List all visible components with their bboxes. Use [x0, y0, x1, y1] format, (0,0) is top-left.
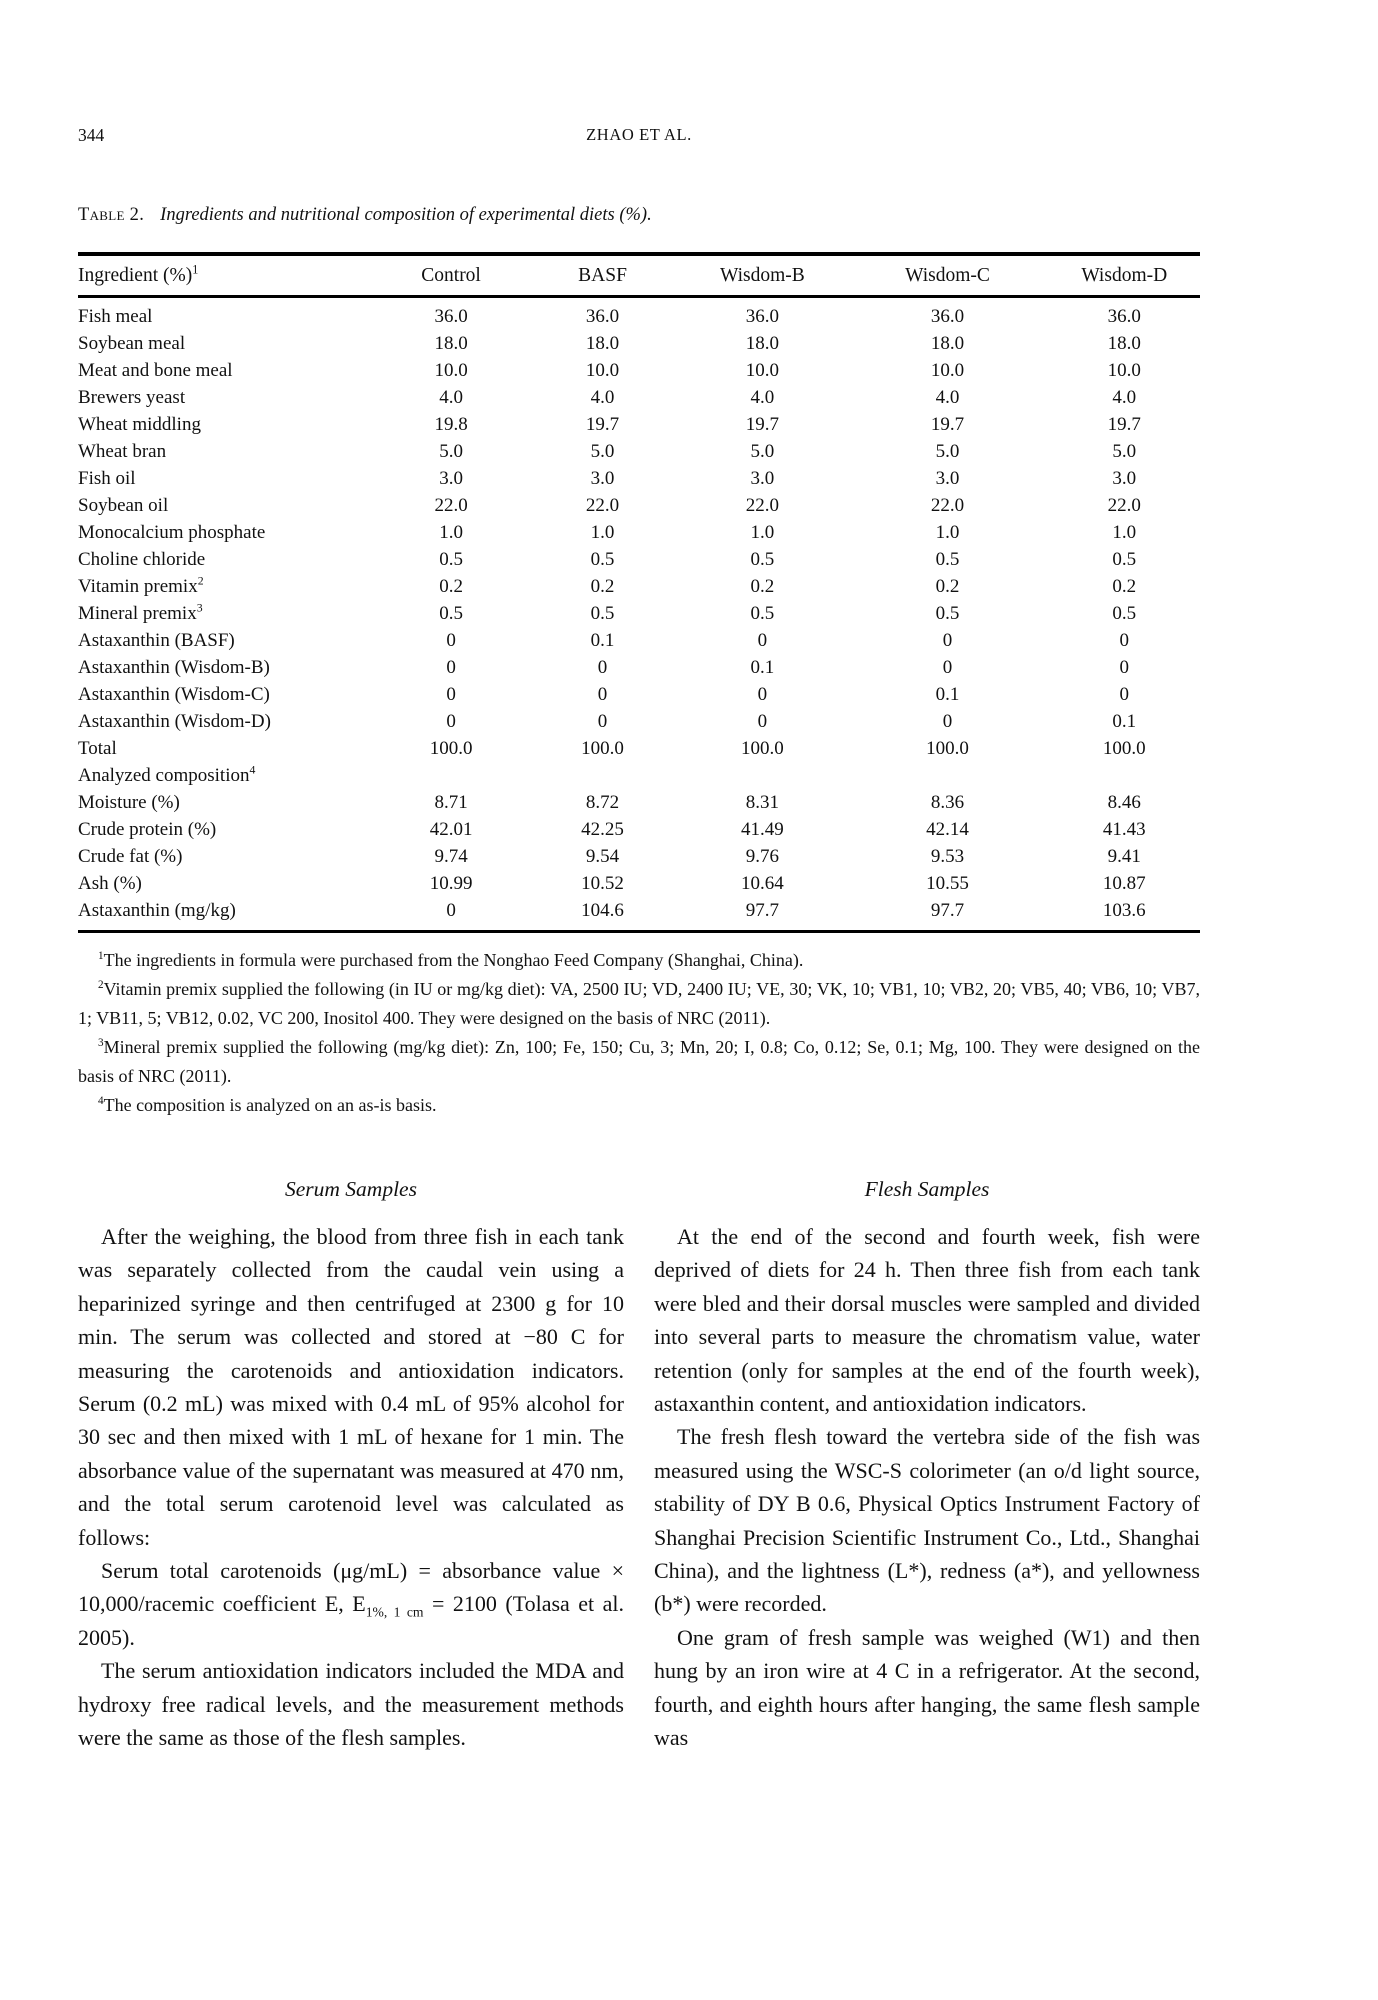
- value-cell: 100.0: [926, 738, 969, 759]
- value-cell: 9.54: [585, 846, 620, 867]
- ingredient-cell: Vitamin premix$^2$: [78, 574, 204, 597]
- value-cell: 5.0: [935, 441, 960, 462]
- value-cell: 10.99: [429, 873, 473, 894]
- table-row: [78, 297, 1200, 331]
- value-cell: 0: [757, 684, 768, 705]
- paragraph: The fresh flesh toward the vertebra side of the fish was measured using the WSC-S colorimeter (an o/d light source, stability of DY B 0.6, Physical Optics Instrument Factory of Shanghai Precision Scientific Instrument Co., Ltd., Shanghai China), and the lightness (L*), redness (a*), and yellowness (b*) were recorded.: [654, 1424, 1200, 1617]
- value-cell: 41.43: [1102, 819, 1146, 840]
- footnote-2: [78, 975, 1200, 1033]
- value-cell: 0.5: [1112, 549, 1137, 570]
- table-row: [78, 681, 1200, 708]
- column-header-wisdom-c: Wisdom-C: [847, 254, 1049, 297]
- value-cell: 0.2: [590, 576, 615, 597]
- value-cell: 1.0: [590, 522, 615, 543]
- section-heading-serum-samples: Serum Samples: [285, 1177, 417, 1201]
- value-cell: 8.46: [1107, 792, 1141, 813]
- value-cell: [678, 762, 846, 789]
- value-cell: 10.87: [1102, 873, 1146, 894]
- column-header-basf: BASF: [527, 254, 678, 297]
- footnote-4: [78, 1091, 1200, 1120]
- value-cell: 22.0: [1107, 495, 1141, 516]
- value-cell: 3.0: [439, 468, 463, 489]
- value-cell: 1.0: [1112, 522, 1137, 543]
- paragraph: One gram of fresh sample was weighed (W1) and then hung by an iron wire at 4 C in a refrigerator. At the second, fourth, and eighth hours after hanging, the same flesh sample was: [654, 1624, 1200, 1751]
- value-cell: 0: [446, 657, 456, 678]
- ingredient-cell: Choline chloride: [78, 549, 206, 570]
- value-cell: 18.0: [930, 333, 965, 354]
- value-cell: 22.0: [745, 495, 780, 516]
- value-cell: 0.2: [1112, 576, 1137, 597]
- table-row: [78, 546, 1200, 573]
- footnote-marker: 1: [98, 950, 104, 962]
- ingredient-cell: Soybean meal: [78, 333, 186, 354]
- table-row: [78, 519, 1200, 546]
- value-cell: 5.0: [750, 441, 775, 462]
- table-caption-label: Table 2.: [78, 205, 145, 225]
- value-cell: 19.7: [930, 414, 965, 435]
- table-header-row: [78, 254, 1200, 297]
- value-cell: 0.1: [1112, 711, 1137, 732]
- value-cell: [527, 762, 678, 789]
- value-cell: 4.0: [1112, 387, 1137, 408]
- value-cell: 42.25: [581, 819, 624, 840]
- table-row: [78, 357, 1200, 384]
- value-cell: 9.53: [930, 846, 965, 867]
- value-cell: 4.0: [590, 387, 615, 408]
- value-cell: 8.72: [585, 792, 620, 813]
- value-cell: 0: [757, 630, 768, 651]
- value-cell: 9.41: [1107, 846, 1141, 867]
- value-cell: 0.5: [750, 603, 775, 624]
- table-row: [78, 897, 1200, 932]
- value-cell: [1049, 762, 1200, 789]
- ingredient-cell: Crude protein (%): [78, 819, 217, 840]
- value-cell: 0: [942, 657, 953, 678]
- table-row: [78, 411, 1200, 438]
- two-column-body: [78, 1176, 1200, 1755]
- value-cell: 1.0: [935, 522, 960, 543]
- footnote-3: [78, 1033, 1200, 1091]
- value-cell: 0.5: [935, 549, 960, 570]
- value-cell: 0.2: [935, 576, 960, 597]
- value-cell: 0.5: [1112, 603, 1137, 624]
- diet-composition-table: [78, 252, 1200, 933]
- ingredient-cell: Wheat bran: [78, 441, 167, 462]
- table-row: [78, 870, 1200, 897]
- diet-table-body: [78, 297, 1200, 932]
- table-row: [78, 816, 1200, 843]
- footnote-marker: 4: [249, 763, 256, 777]
- footnote-marker: 3: [98, 1037, 104, 1049]
- footnote-text: Vitamin premix supplied the following (in IU or mg/kg diet): VA, 2500 IU; VD, 2400 IU; VE, 30; VK, 10; VB1, 10; VB2, 20; VB5, 40; VB6, 10; VB7, 1; VB11, 5; VB12, 0.02, VC 200, Inositol 400. They were designed on the basis of NRC (2011).: [78, 979, 1200, 1028]
- table-row: [78, 627, 1200, 654]
- column-header-ingredient: [78, 254, 375, 297]
- value-cell: 0.1: [750, 657, 775, 678]
- table-row: [78, 654, 1200, 681]
- footnote-text: The composition is analyzed on an as-is basis.: [103, 1095, 437, 1115]
- value-cell: 10.0: [930, 360, 965, 381]
- ingredient-cell: Crude fat (%): [78, 846, 183, 867]
- ingredient-cell: Fish meal: [78, 306, 153, 327]
- paragraph: The serum antioxidation indicators included the MDA and hydroxy free radical levels, and the measurement methods were the same as those of the flesh samples.: [78, 1658, 624, 1751]
- table-row: [78, 492, 1200, 519]
- table-row: [78, 735, 1200, 762]
- ingredient-cell: Astaxanthin (Wisdom-D): [78, 711, 271, 732]
- ingredient-cell: Astaxanthin (mg/kg): [78, 900, 236, 921]
- value-cell: 0.5: [439, 603, 463, 624]
- ingredient-cell: Moisture (%): [78, 792, 180, 813]
- value-cell: 42.14: [926, 819, 969, 840]
- value-cell: 18.0: [434, 333, 468, 354]
- footnote-marker: 3: [196, 601, 203, 615]
- table-row: [78, 708, 1200, 735]
- value-cell: 0.5: [439, 549, 463, 570]
- table-row: [78, 438, 1200, 465]
- value-cell: 10.0: [1107, 360, 1141, 381]
- value-cell: 9.74: [434, 846, 468, 867]
- value-cell: 36.0: [585, 306, 620, 327]
- page-number: 344: [78, 125, 105, 145]
- value-cell: 3.0: [590, 468, 615, 489]
- paragraph: At the end of the second and fourth week, fish were deprived of diets for 24 h. Then three fish from each tank were bled and their dorsal muscles were sampled and divided into several parts to measure the chromatism value, water retention (only for samples at the end of the fourth week), astaxanthin content, and antioxidation indicators.: [654, 1224, 1200, 1417]
- value-cell: 22.0: [434, 495, 468, 516]
- value-cell: 0.5: [935, 603, 960, 624]
- value-cell: 4.0: [439, 387, 463, 408]
- value-cell: 0.2: [439, 576, 463, 597]
- value-cell: 10.0: [745, 360, 780, 381]
- table-row: [78, 384, 1200, 411]
- value-cell: 8.71: [434, 792, 468, 813]
- column-header-wisdom-d: Wisdom-D: [1049, 254, 1200, 297]
- section-heading-flesh-samples: Flesh Samples: [864, 1177, 990, 1201]
- value-cell: 0: [446, 684, 456, 705]
- value-cell: 0: [446, 900, 456, 921]
- value-cell: 19.7: [585, 414, 620, 435]
- ingredient-cell: Monocalcium phosphate: [78, 522, 266, 543]
- value-cell: 1.0: [750, 522, 775, 543]
- ingredient-cell: Astaxanthin (Wisdom-C): [78, 684, 270, 705]
- value-cell: [847, 762, 1049, 789]
- value-cell: 10.55: [926, 873, 969, 894]
- value-cell: 100.0: [1102, 738, 1146, 759]
- value-cell: 0.1: [590, 630, 615, 651]
- value-cell: 19.7: [1107, 414, 1141, 435]
- value-cell: 36.0: [930, 306, 965, 327]
- ingredient-cell: Soybean oil: [78, 495, 169, 516]
- value-cell: [375, 762, 526, 789]
- value-cell: 0: [597, 657, 608, 678]
- value-cell: 22.0: [585, 495, 620, 516]
- table-row: [78, 843, 1200, 870]
- value-cell: 18.0: [585, 333, 620, 354]
- value-cell: 100.0: [581, 738, 624, 759]
- table-row: [78, 465, 1200, 492]
- footnote-marker: 1: [192, 262, 199, 277]
- value-cell: 36.0: [745, 306, 780, 327]
- table-caption: [78, 205, 1200, 226]
- value-cell: 42.01: [429, 819, 473, 840]
- formula-text: = 2100 (Tolasa et al. 2005).: [78, 1591, 625, 1650]
- table-row: [78, 573, 1200, 600]
- table-row: [78, 789, 1200, 816]
- value-cell: 97.7: [930, 900, 965, 921]
- ingredient-cell: Wheat middling: [78, 414, 201, 435]
- value-cell: 0: [757, 711, 768, 732]
- value-cell: 41.49: [741, 819, 784, 840]
- value-cell: 5.0: [590, 441, 615, 462]
- value-cell: 4.0: [935, 387, 960, 408]
- value-cell: 8.36: [930, 792, 965, 813]
- value-cell: 0.1: [935, 684, 960, 705]
- column-header-ingredient-label: Ingredient (%): [78, 265, 193, 286]
- ingredient-cell: Fish oil: [78, 468, 136, 489]
- ingredient-cell: Meat and bone meal: [78, 360, 233, 381]
- column-flesh-samples: [654, 1176, 1200, 1755]
- ingredient-cell: Total: [78, 738, 117, 759]
- value-cell: 18.0: [1107, 333, 1141, 354]
- table-row: [78, 330, 1200, 357]
- value-cell: 0: [942, 630, 953, 651]
- value-cell: 0.5: [750, 549, 775, 570]
- table-row: [78, 600, 1200, 627]
- ingredient-cell: Mineral premix$^3$: [78, 601, 203, 624]
- ingredient-cell: Ash (%): [78, 873, 142, 894]
- value-cell: 0: [942, 711, 953, 732]
- value-cell: 100.0: [429, 738, 473, 759]
- footnote-marker: 2: [98, 979, 104, 991]
- value-cell: 0: [597, 711, 608, 732]
- ingredient-cell: Astaxanthin (BASF): [78, 630, 235, 651]
- value-cell: 18.0: [745, 333, 780, 354]
- running-head-title: ZHAO ET AL.: [586, 125, 692, 144]
- value-cell: 0: [1119, 684, 1129, 705]
- value-cell: 4.0: [750, 387, 775, 408]
- paragraph: After the weighing, the blood from three fish in each tank was separately collected from the caudal vein using a heparinized syringe and then centrifuged at 2300 g for 10 min. The serum was collected and stored at −80 C for measuring the carotenoids and antioxidation indicators. Serum (0.2 mL) was mixed with 0.4 mL of 95% alcohol for 30 sec and then mixed with 1 mL of hexane for 1 min. The absorbance value of the supernatant was measured at 470 nm, and the total serum carotenoid level was calculated as follows:: [78, 1224, 624, 1550]
- value-cell: 3.0: [1112, 468, 1137, 489]
- table-row: [78, 762, 1200, 789]
- table-footnotes: [78, 946, 1200, 1120]
- column-header-wisdom-b: Wisdom-B: [678, 254, 846, 297]
- ingredient-cell: Astaxanthin (Wisdom-B): [78, 657, 270, 678]
- footnote-marker: 4: [98, 1095, 104, 1107]
- value-cell: 104.6: [581, 900, 624, 921]
- value-cell: 5.0: [1112, 441, 1137, 462]
- value-cell: 0: [446, 630, 456, 651]
- value-cell: 22.0: [930, 495, 965, 516]
- value-cell: 10.0: [585, 360, 620, 381]
- footnote-text: Mineral premix supplied the following (mg/kg diet): Zn, 100; Fe, 150; Cu, 3; Mn, 20; I, 0.8; Co, 0.12; Se, 0.1; Mg, 100. They were designed on the basis of NRC (2011).: [78, 1037, 1200, 1086]
- value-cell: 3.0: [750, 468, 775, 489]
- value-cell: 100.0: [741, 738, 784, 759]
- value-cell: 0.5: [590, 603, 615, 624]
- value-cell: 0: [1119, 657, 1129, 678]
- column-header-control: Control: [375, 254, 526, 297]
- column-serum-samples: [78, 1176, 624, 1755]
- value-cell: 0: [597, 684, 608, 705]
- value-cell: 8.31: [745, 792, 780, 813]
- ingredient-cell: Analyzed composition$^4$: [78, 763, 256, 786]
- value-cell: 10.52: [581, 873, 624, 894]
- value-cell: 19.8: [434, 414, 468, 435]
- value-cell: 36.0: [434, 306, 468, 327]
- value-cell: 5.0: [439, 441, 463, 462]
- formula-subscript: 1%, 1 cm: [365, 1604, 424, 1620]
- value-cell: 36.0: [1107, 306, 1141, 327]
- running-head: [78, 125, 1200, 147]
- value-cell: 0: [446, 711, 456, 732]
- value-cell: 0.2: [750, 576, 775, 597]
- footnote-1: [78, 946, 1200, 975]
- value-cell: 10.0: [434, 360, 468, 381]
- value-cell: 3.0: [935, 468, 960, 489]
- value-cell: 0.5: [590, 549, 615, 570]
- formula-text: Serum total carotenoids (μg/mL) = absorbance value × 10,000/racemic coefficient E, E: [78, 1558, 624, 1617]
- ingredient-cell: Brewers yeast: [78, 387, 186, 408]
- value-cell: 103.6: [1102, 900, 1146, 921]
- value-cell: 19.7: [745, 414, 780, 435]
- footnote-text: The ingredients in formula were purchased from the Nonghao Feed Company (Shanghai, China).: [103, 950, 804, 970]
- table-caption-text: Ingredients and nutritional composition of experimental diets (%).: [160, 205, 652, 225]
- footnote-marker: 2: [197, 574, 204, 588]
- value-cell: 97.7: [745, 900, 780, 921]
- value-cell: 9.76: [745, 846, 780, 867]
- value-cell: 0: [1119, 630, 1129, 651]
- value-cell: 1.0: [439, 522, 463, 543]
- value-cell: 10.64: [741, 873, 784, 894]
- paragraph-formula: [78, 1554, 624, 1654]
